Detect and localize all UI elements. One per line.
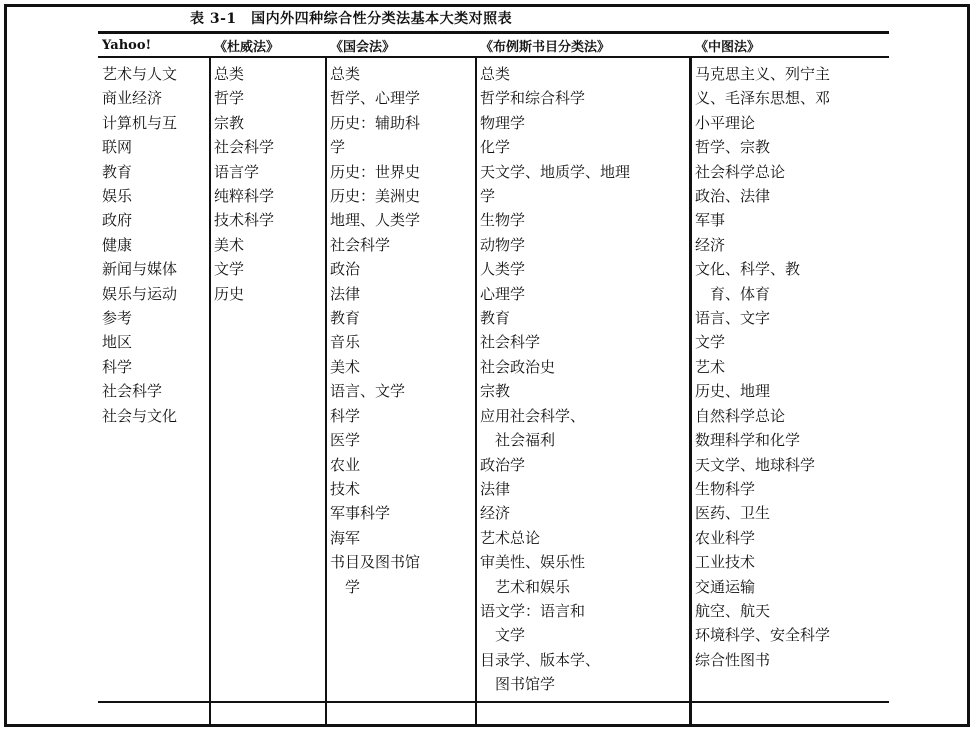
header-yahoo: Yahoo! xyxy=(102,37,152,53)
table-cell: 交通运输 xyxy=(695,577,756,596)
table-cell: 总类 xyxy=(214,65,245,83)
table-cell: 政治学 xyxy=(480,455,526,474)
column-dewey xyxy=(210,58,326,725)
table-cell: 语言学 xyxy=(214,162,260,181)
table-cell: 天文学、地球科学 xyxy=(695,455,816,474)
table-cell: 音乐 xyxy=(330,333,361,352)
table-cell: 哲学和综合科学 xyxy=(480,89,586,108)
table-cell: 生物学 xyxy=(480,211,526,230)
table-cell: 社会科学 xyxy=(214,138,275,157)
column-yahoo xyxy=(98,58,210,725)
table-cell: 医药、卫生 xyxy=(695,504,771,523)
table-cell: 哲学、宗教 xyxy=(695,138,771,157)
table-cell: 技术科学 xyxy=(214,211,275,230)
table-cell: 文学 xyxy=(214,260,245,279)
table-cell: 社会科学总论 xyxy=(695,162,786,181)
table-cell: 娱乐与运动 xyxy=(102,284,178,303)
table-cell: 人类学 xyxy=(480,260,526,279)
table-cell: 社会政治史 xyxy=(480,357,556,376)
table-cell: 法律 xyxy=(480,479,511,498)
table-cell: 育、体育 xyxy=(695,284,771,303)
table-cell: 社会科学 xyxy=(102,382,163,401)
table-cell: 文化、科学、教 xyxy=(695,260,801,279)
body-row xyxy=(98,58,889,725)
column-lcc xyxy=(326,58,476,725)
table-cell: 美术 xyxy=(330,357,361,376)
table-cell: 政治 xyxy=(330,260,361,279)
table-cell: 美术 xyxy=(214,235,245,254)
table-cell: 自然科学总论 xyxy=(695,406,786,425)
table-cell: 科学 xyxy=(330,406,361,425)
table-cell: 应用社会科学、 xyxy=(480,406,586,425)
table-cell: 物理学 xyxy=(480,113,526,132)
table-cell: 政治、法律 xyxy=(695,187,771,206)
table-cell: 科学 xyxy=(102,357,133,376)
table-cell: 教育 xyxy=(102,162,133,181)
header-row xyxy=(98,34,889,56)
table-cell: 地区 xyxy=(102,333,133,352)
column-clc xyxy=(691,58,889,725)
header-lcc: 《国会法》 xyxy=(330,39,396,55)
table-cell: 目录学、版本学、 xyxy=(480,650,601,669)
table-cell: 教育 xyxy=(480,309,511,328)
table-cell: 文学 xyxy=(480,626,526,645)
table-cell: 技术 xyxy=(330,479,361,498)
table-cell: 宗教 xyxy=(480,382,511,401)
table-cell: 小平理论 xyxy=(695,113,756,132)
table-cell: 学 xyxy=(480,187,496,206)
table-cell: 艺术和娱乐 xyxy=(480,577,571,596)
table-cell: 计算机与互 xyxy=(102,113,178,132)
table-cell: 海军 xyxy=(330,528,361,547)
table-cell: 参考 xyxy=(102,309,133,328)
column-bliss xyxy=(476,58,691,725)
table-caption: 表 3-1 国内外四种综合性分类法基本大类对照表 xyxy=(190,11,513,27)
table-cell: 联网 xyxy=(102,138,133,157)
table-cell: 心理学 xyxy=(480,284,526,303)
table-cell: 政府 xyxy=(102,211,133,230)
table-cell: 天文学、地质学、地理 xyxy=(480,162,631,181)
table-cell: 学 xyxy=(330,138,346,157)
table-cell: 历史：美洲史 xyxy=(330,187,421,206)
table-cell: 语言、文学 xyxy=(330,382,406,401)
table-cell: 经济 xyxy=(695,235,726,254)
table-cell: 社会科学 xyxy=(480,333,541,352)
table-cell: 图书馆学 xyxy=(480,675,556,694)
table-cell: 总类 xyxy=(480,65,511,83)
column-divider xyxy=(475,58,477,725)
table-cell: 教育 xyxy=(330,309,361,328)
table-cell: 生物科学 xyxy=(695,479,756,498)
table-cell: 纯粹科学 xyxy=(214,187,275,206)
table-cell: 语言、文字 xyxy=(695,309,771,328)
table-cell: 社会科学 xyxy=(330,235,391,254)
table-cell: 地理、人类学 xyxy=(330,211,421,230)
bottom-rule xyxy=(98,701,889,703)
table-cell: 商业经济 xyxy=(102,89,163,108)
table-cell: 哲学、心理学 xyxy=(330,89,421,108)
table-cell: 娱乐 xyxy=(102,187,133,206)
table-cell: 医学 xyxy=(330,431,361,450)
table-cell: 农业 xyxy=(330,455,361,474)
table-cell: 健康 xyxy=(102,235,133,254)
table-cell: 艺术与人文 xyxy=(102,65,178,83)
table-cell: 化学 xyxy=(480,138,511,157)
table-cell: 动物学 xyxy=(480,235,526,254)
table-cell: 航空、航天 xyxy=(695,601,771,620)
table-cell: 工业技术 xyxy=(695,553,756,572)
header-bliss: 《布例斯书目分类法》 xyxy=(480,39,611,55)
table-cell: 军事 xyxy=(695,211,726,230)
column-divider xyxy=(689,58,692,725)
column-divider xyxy=(325,58,327,725)
table-cell: 语文学：语言和 xyxy=(480,601,586,620)
column-divider xyxy=(209,58,211,725)
table-cell: 学 xyxy=(330,577,361,596)
table-cell: 审美性、娱乐性 xyxy=(480,553,586,572)
table-cell: 社会与文化 xyxy=(102,406,178,425)
table-cell: 艺术总论 xyxy=(480,528,541,547)
table-cell: 军事科学 xyxy=(330,504,391,523)
table-cell: 经济 xyxy=(480,504,511,523)
table-cell: 马克思主义、列宁主 xyxy=(695,65,831,83)
table-cell: 环境科学、安全科学 xyxy=(695,626,831,645)
table-cell: 数理科学和化学 xyxy=(695,431,801,450)
table-cell: 法律 xyxy=(330,284,361,303)
table-cell: 历史：世界史 xyxy=(330,162,421,181)
header-clc: 《中图法》 xyxy=(695,39,761,55)
table-cell: 宗教 xyxy=(214,113,245,132)
table-cell: 艺术 xyxy=(695,357,726,376)
table-cell: 历史、地理 xyxy=(695,382,771,401)
table-cell: 农业科学 xyxy=(695,528,756,547)
table-cell: 义、毛泽东思想、邓 xyxy=(695,89,831,108)
table-cell: 综合性图书 xyxy=(695,650,771,669)
table-cell: 社会福利 xyxy=(480,431,556,450)
table-cell: 书目及图书馆 xyxy=(330,553,421,572)
table-cell: 文学 xyxy=(695,333,726,352)
header-dewey: 《杜威法》 xyxy=(214,39,280,55)
table-cell: 总类 xyxy=(330,65,361,83)
classification-table xyxy=(98,31,889,725)
table-cell: 哲学 xyxy=(214,89,245,108)
table-cell: 历史 xyxy=(214,284,245,303)
table-cell: 历史：辅助科 xyxy=(330,113,421,132)
table-cell: 新闻与媒体 xyxy=(102,260,178,279)
